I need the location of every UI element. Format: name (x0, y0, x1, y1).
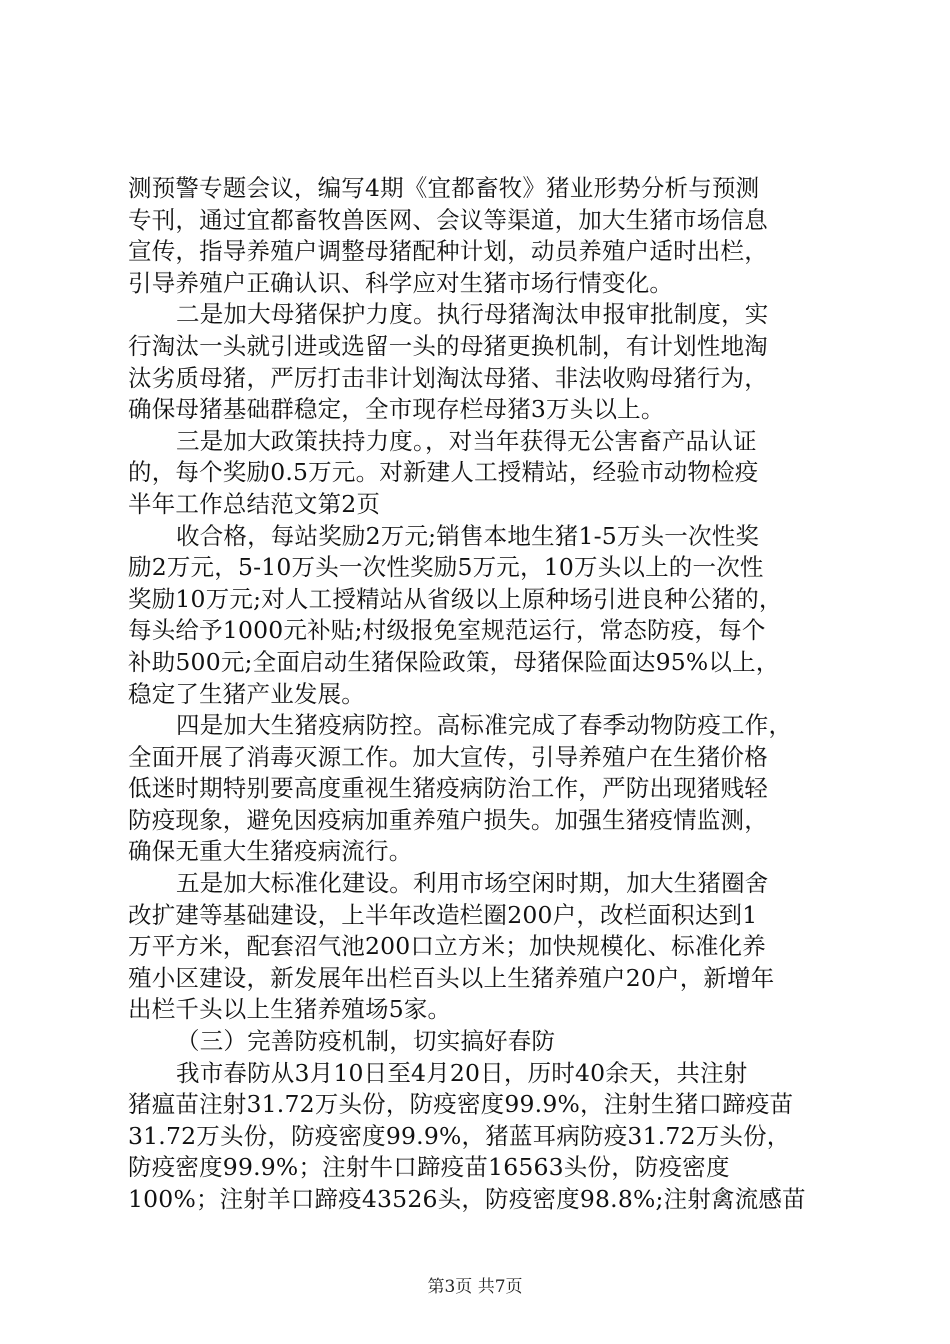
page-footer: 第3页 共7页 (427, 1277, 523, 1297)
text-line: 低迷时期特别要高度重视生猪疫病防治工作，严防出现猪贱轻 (128, 774, 768, 803)
text-line: 专刊，通过宜都畜牧兽医网、会议等渠道，加大生猪市场信息 (128, 205, 768, 234)
text-line: 四是加大生猪疫病防控。高标准完成了春季动物防疫工作， (176, 711, 793, 740)
text-line: 励2万元，5-10万头一次性奖励5万元，10万头以上的一次性 (128, 553, 764, 582)
text-line: 半年工作总结范文第2页 (128, 489, 381, 518)
text-line: 确保无重大生猪疫病流行。 (128, 837, 413, 866)
text-line: 改扩建等基础建设，上半年改造栏圈200户，改栏面积达到1 (128, 900, 758, 929)
text-line: 猪瘟苗注射31.72万头份，防疫密度99.9%，注射生猪口蹄疫苗 (128, 1090, 794, 1119)
text-line: 行淘汰一头就引进或选留一头的母猪更换机制，有计划性地淘 (128, 331, 768, 360)
text-line: 万平方米，配套沼气池200口立方米；加快规模化、标准化养 (128, 932, 766, 961)
text-line: 100%；注射羊口蹄疫43526头，防疫密度98.8%;注射禽流感苗 (128, 1185, 806, 1213)
text-line: 确保母猪基础群稳定，全市现存栏母猪3万头以上。 (128, 395, 665, 424)
text-line: （三）完善防疫机制，切实搞好春防 (176, 1027, 556, 1056)
text-line: 宣传，指导养殖户调整母猪配种计划，动员养殖户适时出栏， (128, 237, 768, 266)
text-line: 防疫密度99.9%；注射牛口蹄疫苗16563头份，防疫密度 (128, 1153, 730, 1182)
text-line: 每头给予1000元补贴;村级报免室规范运行，常态防疫，每个 (128, 616, 766, 645)
text-line: 五是加大标准化建设。利用市场空闲时期，加大生猪圈舍 (176, 869, 769, 898)
document-body (128, 173, 828, 1216)
text-line: 殖小区建设，新发展年出栏百头以上生猪养殖户20户，新增年 (128, 963, 775, 992)
text-line: 稳定了生猪产业发展。 (128, 679, 365, 708)
text-line: 三是加大政策扶持力度。，对当年获得无公害畜产品认证 (176, 426, 757, 455)
text-line: 31.72万头份，防疫密度99.9%，猪蓝耳病防疫31.72万头份， (128, 1121, 791, 1150)
text-line: 收合格，每站奖励2万元;销售本地生猪1-5万头一次性奖 (176, 521, 760, 550)
text-line: 出栏千头以上生猪养殖场5家。 (128, 995, 452, 1024)
text-line: 的，每个奖励0.5万元。对新建人工授精站，经验市动物检疫 (128, 458, 759, 487)
text-line: 二是加大母猪保护力度。执行母猪淘汰申报审批制度，实 (176, 300, 769, 329)
text-line: 补助500元;全面启动生猪保险政策，母猪保险面达95%以上， (128, 647, 780, 676)
text-line: 奖励10万元;对人工授精站从省级以上原种场引进良种公猪的， (128, 584, 783, 613)
text-line: 全面开展了消毒灭源工作。加大宣传，引导养殖户在生猪价格 (128, 742, 768, 771)
text-line: 引导养殖户正确认识、科学应对生猪市场行情变化。 (128, 268, 674, 297)
text-line: 测预警专题会议，编写4期《宜都畜牧》猪业形势分析与预测 (128, 174, 760, 202)
text-line: 我市春防从3月10日至4月20日，历时40余天，共注射 (176, 1058, 748, 1087)
text-line: 汰劣质母猪，严厉打击非计划淘汰母猪、非法收购母猪行为， (128, 363, 768, 392)
text-line: 防疫现象，避免因疫病加重养殖户损失。加强生猪疫情监测， (128, 805, 768, 834)
